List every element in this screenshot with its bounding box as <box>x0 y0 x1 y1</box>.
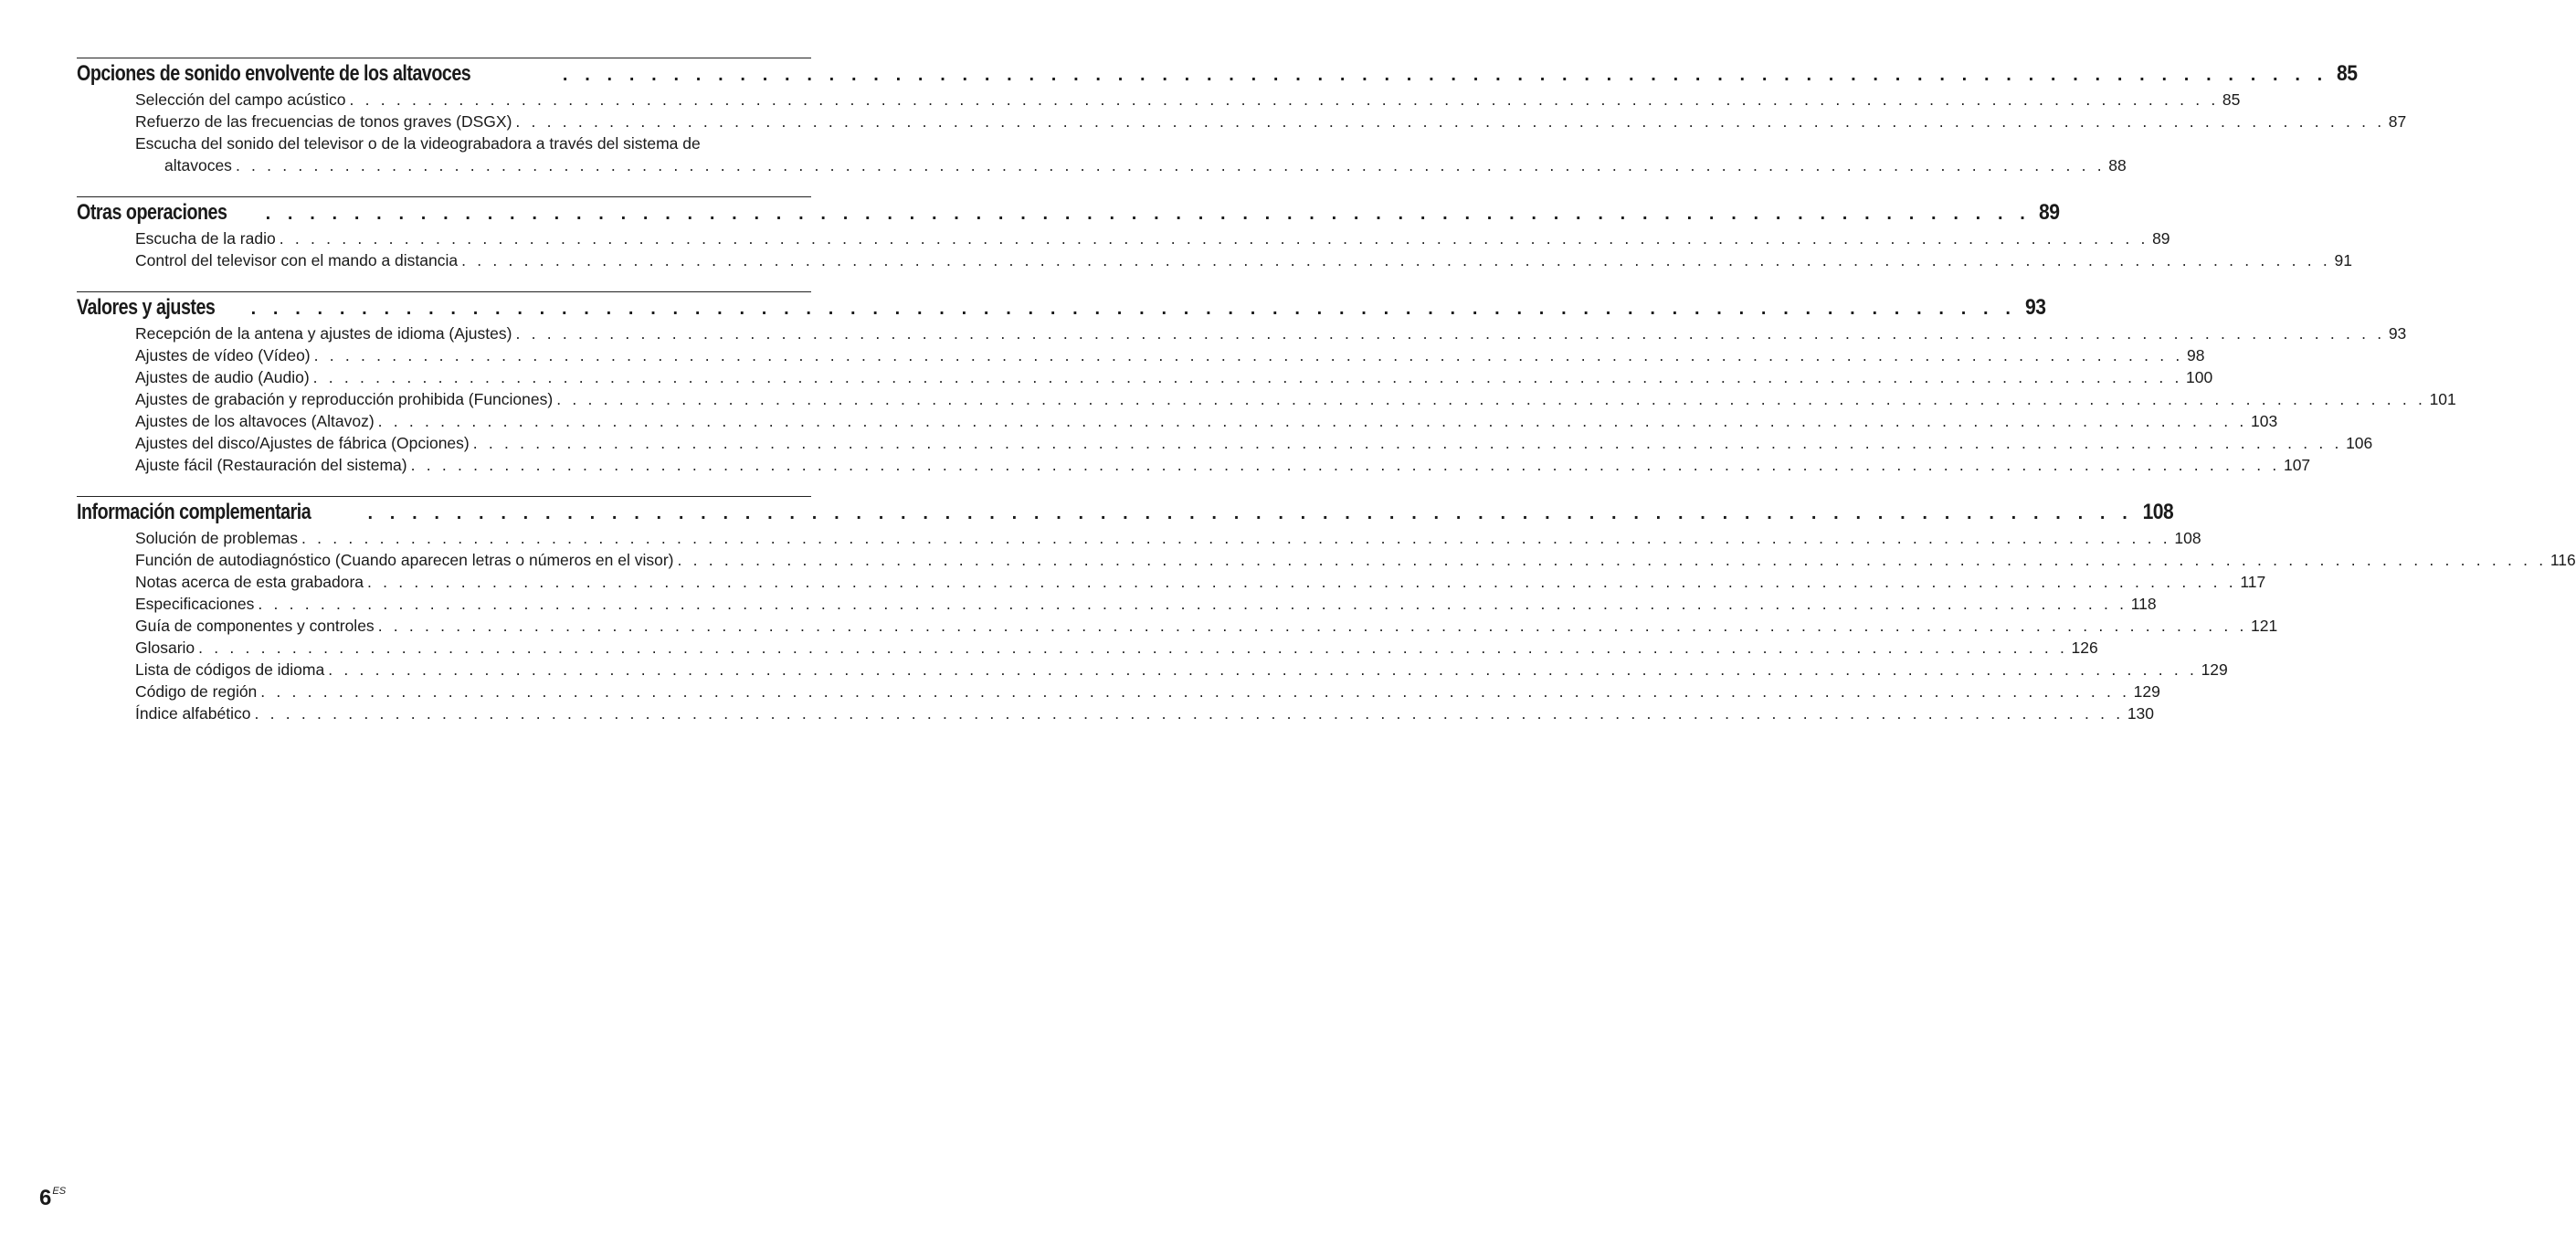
entry-label: Control del televisor con el mando a distancia <box>135 251 459 269</box>
toc-entry[interactable] <box>135 681 2160 702</box>
entry-label: Refuerzo de las frecuencias de tonos graves (DSGX) <box>135 112 512 131</box>
toc-entry[interactable] <box>135 227 2170 249</box>
toc-entry[interactable] <box>135 702 2155 724</box>
section-title: Otras operaciones <box>77 200 227 225</box>
entry-page-number: 116 <box>2550 551 2576 569</box>
toc-entry[interactable] <box>135 366 2213 388</box>
section-page-number: 89 <box>2039 200 2060 225</box>
dot-leader: . . . . . . . . . . . . . . . . . . . . . . . . . . . . . . . . . . . . . . . . . . . . . . . . . . . . . . . . . . . . . . . . . . . . . . . . . . . . . . . . <box>250 299 2017 319</box>
dot-leader: . . . . . . . . . . . . . . . . . . . . . . . . . . . . . . . . . . . . . . . . . . . . . . . . . . . . . . . . . . . . . . . . . . . . . . . . . . . . . . . . . . . . . . . . . . . . . . . . . . . . . . . . . . . . . . . . . . . . . . . . <box>260 682 2130 701</box>
entry-label: Glosario <box>135 639 195 657</box>
entry-label: Solución de problemas <box>135 529 299 547</box>
toc-entry[interactable] <box>135 615 2278 637</box>
entry-page-number: 98 <box>2186 346 2205 364</box>
dot-leader: . . . . . . . . . . . . . . . . . . . . . . . . . . . . . . . . . . . . . . . . . . . . . . . . . . . . . . . . . . . . . . . . . . . . . . . . . . . . . . . . <box>367 503 2134 523</box>
dot-leader: . . . . . . . . . . . . . . . . . . . . . . . . . . . . . . . . . . . . . . . . . . . . . . . . . . . . . . . . . . . . . . . . . . . . . . . . . . . . . . . . . . . . . . . . . . . . . . . . . . . . . . . . . . . . . . . . . . . . . . . . <box>235 156 2106 174</box>
entry-page-number: 88 <box>2108 156 2127 174</box>
toc-entry[interactable] <box>135 637 2098 659</box>
entry-label: Código de región <box>135 682 258 701</box>
section-heading[interactable] <box>77 292 2045 322</box>
entry-page-number: 106 <box>2346 434 2373 452</box>
toc-entry[interactable] <box>135 432 2373 454</box>
dot-leader: . . . . . . . . . . . . . . . . . . . . . . . . . . . . . . . . . . . . . . . . . . . . . . . . . . . . . . . . . . . . . . . . . . . . . . . . . . . . . . . . . . . . . . . . . . . . . . . . . . . . . . . . . . . . . . . . . . . . . . . . <box>279 229 2149 248</box>
section-title: Valores y ajustes <box>77 295 216 320</box>
entry-label: Ajuste fácil (Restauración del sistema) <box>135 456 407 474</box>
dot-leader: . . . . . . . . . . . . . . . . . . . . . . . . . . . . . . . . . . . . . . . . . . . . . . . . . . . . . . . . . . . . . . . . . . . . . . . . . . . . . . . . . . . . . . . . . . . . . . . . . . . . . . . . . . . . . . . . . . . . . . . . <box>377 617 2248 635</box>
section-title: Opciones de sonido envolvente de los altavoces <box>77 61 471 86</box>
page-number-value: 6 <box>39 1186 52 1210</box>
section-title: Información complementaria <box>77 500 311 524</box>
section-heading[interactable] <box>77 197 2060 227</box>
section-heading[interactable] <box>77 58 2358 89</box>
entry-label: Ajustes de vídeo (Vídeo) <box>135 346 311 364</box>
toc-entry[interactable] <box>135 89 2241 111</box>
dot-leader: . . . . . . . . . . . . . . . . . . . . . . . . . . . . . . . . . . . . . . . . . . . . . . . . . . . . . . . . . . . . . . . . . . . . . . . . . . . . . . . . . . . . . . . . . . . . . . . . . . . . . . . . . . . . . . . . . . . . . . . . <box>254 704 2124 723</box>
entry-list <box>77 322 2456 476</box>
entry-page-number: 100 <box>2186 368 2213 386</box>
toc-entry[interactable] <box>135 322 2407 344</box>
section-heading[interactable] <box>77 497 2174 527</box>
toc-section <box>77 58 2407 176</box>
dot-leader: . . . . . . . . . . . . . . . . . . . . . . . . . . . . . . . . . . . . . . . . . . . . . . . . . . . . . . . . . . . . . . . . . . . . . . . . . . . . . . . . . . . . . . . . . . . . . . . . . . . . . . . . . . . . . . . . . . . . . . . . <box>515 112 2385 131</box>
entry-page-number: 103 <box>2251 412 2278 430</box>
entry-page-number: 87 <box>2388 112 2407 131</box>
entry-label: Índice alfabético <box>135 704 251 723</box>
entry-page-number: 108 <box>2174 529 2201 547</box>
toc-entry[interactable] <box>135 111 2407 132</box>
dot-leader: . . . . . . . . . . . . . . . . . . . . . . . . . . . . . . . . . . . . . . . . . . . . . . . . . . . . . . . . . . . . . . . . . . . . . . . . . . . . . . . . . . . . . . . . . . . . . . . . . . . . . . . . . . . . . . . . . . . . . . . . <box>515 324 2385 343</box>
entry-label: Ajustes de los altavoces (Altavoz) <box>135 412 375 430</box>
entry-page-number: 101 <box>2429 390 2456 408</box>
entry-page-number: 129 <box>2133 682 2160 701</box>
dot-leader: . . . . . . . . . . . . . . . . . . . . . . . . . . . . . . . . . . . . . . . . . . . . . . . . . . . . . . . . . . . . . . . . . . . . . . . . . . . . . . . . <box>562 65 2328 85</box>
toc-entry[interactable] <box>135 410 2278 432</box>
toc-entry[interactable] <box>135 344 2205 366</box>
dot-leader: . . . . . . . . . . . . . . . . . . . . . . . . . . . . . . . . . . . . . . . . . . . . . . . . . . . . . . . . . . . . . . . . . . . . . . . . . . . . . . . . . . . . . . . . . . . . . . . . . . . . . . . . . . . . . . . . . . . . . . . . <box>377 412 2247 430</box>
toc-entry[interactable] <box>135 593 2157 615</box>
entry-label: Notas acerca de esta grabadora <box>135 573 364 591</box>
page-number <box>39 1186 66 1211</box>
toc-entry[interactable] <box>135 454 2311 476</box>
entry-label: Recepción de la antena y ajustes de idioma (Ajustes) <box>135 324 512 343</box>
dot-leader: . . . . . . . . . . . . . . . . . . . . . . . . . . . . . . . . . . . . . . . . . . . . . . . . . . . . . . . . . . . . . . . . . . . . . . . . . . . . . . . . <box>265 204 2032 224</box>
toc-section <box>77 196 2352 271</box>
entry-page-number: 93 <box>2388 324 2407 343</box>
toc-entry[interactable] <box>135 659 2228 681</box>
dot-leader: . . . . . . . . . . . . . . . . . . . . . . . . . . . . . . . . . . . . . . . . . . . . . . . . . . . . . . . . . . . . . . . . . . . . . . . . . . . . . . . . . . . . . . . . . . . . . . . . . . . . . . . . . . . . . . . . . . . . . . . . <box>301 529 2171 547</box>
entry-label: Ajustes de audio (Audio) <box>135 368 310 386</box>
section-page-number: 85 <box>2336 61 2358 86</box>
dot-leader: . . . . . . . . . . . . . . . . . . . . . . . . . . . . . . . . . . . . . . . . . . . . . . . . . . . . . . . . . . . . . . . . . . . . . . . . . . . . . . . . . . . . . . . . . . . . . . . . . . . . . . . . . . . . . . . . . . . . . . . . <box>349 90 2219 109</box>
toc-entry[interactable] <box>135 549 2576 571</box>
entry-label: Ajustes del disco/Ajustes de fábrica (Opciones) <box>135 434 470 452</box>
dot-leader: . . . . . . . . . . . . . . . . . . . . . . . . . . . . . . . . . . . . . . . . . . . . . . . . . . . . . . . . . . . . . . . . . . . . . . . . . . . . . . . . . . . . . . . . . . . . . . . . . . . . . . . . . . . . . . . . . . . . . . . . <box>312 368 2183 386</box>
dot-leader: . . . . . . . . . . . . . . . . . . . . . . . . . . . . . . . . . . . . . . . . . . . . . . . . . . . . . . . . . . . . . . . . . . . . . . . . . . . . . . . . . . . . . . . . . . . . . . . . . . . . . . . . . . . . . . . . . . . . . . . . <box>556 390 2426 408</box>
entry-list <box>77 527 2576 724</box>
toc-entry[interactable] <box>135 388 2456 410</box>
entry-label-line1: Escucha del sonido del televisor o de la videograbadora a través del sistema de <box>135 134 701 153</box>
toc-entry[interactable] <box>135 249 2352 271</box>
entry-page-number: 130 <box>2127 704 2155 723</box>
entry-page-number: 121 <box>2251 617 2278 635</box>
entry-page-number: 85 <box>2222 90 2241 109</box>
entry-label: Selección del campo acústico <box>135 90 346 109</box>
dot-leader: . . . . . . . . . . . . . . . . . . . . . . . . . . . . . . . . . . . . . . . . . . . . . . . . . . . . . . . . . . . . . . . . . . . . . . . . . . . . . . . . . . . . . . . . . . . . . . . . . . . . . . . . . . . . . . . . . . . . . . . . <box>328 660 2198 679</box>
section-page-number: 108 <box>2142 500 2174 524</box>
entry-page-number: 126 <box>2071 639 2098 657</box>
dot-leader: . . . . . . . . . . . . . . . . . . . . . . . . . . . . . . . . . . . . . . . . . . . . . . . . . . . . . . . . . . . . . . . . . . . . . . . . . . . . . . . . . . . . . . . . . . . . . . . . . . . . . . . . . . . . . . . . . . . . . . . . <box>258 595 2127 613</box>
table-of-contents <box>77 58 2576 744</box>
entry-page-number: 118 <box>2130 595 2157 613</box>
language-suffix: ES <box>52 1186 67 1197</box>
entry-list <box>77 89 2407 176</box>
dot-leader: . . . . . . . . . . . . . . . . . . . . . . . . . . . . . . . . . . . . . . . . . . . . . . . . . . . . . . . . . . . . . . . . . . . . . . . . . . . . . . . . . . . . . . . . . . . . . . . . . . . . . . . . . . . . . . . . . . . . . . . . <box>313 346 2183 364</box>
entry-label: Escucha de la radio <box>135 229 276 248</box>
entry-label: Lista de códigos de idioma <box>135 660 325 679</box>
dot-leader: . . . . . . . . . . . . . . . . . . . . . . . . . . . . . . . . . . . . . . . . . . . . . . . . . . . . . . . . . . . . . . . . . . . . . . . . . . . . . . . . . . . . . . . . . . . . . . . . . . . . . . . . . . . . . . . . . . . . . . . . <box>461 251 2331 269</box>
entry-label: Guía de componentes y controles <box>135 617 375 635</box>
entry-page-number: 91 <box>2334 251 2352 269</box>
toc-entry[interactable] <box>135 132 2127 176</box>
dot-leader: . . . . . . . . . . . . . . . . . . . . . . . . . . . . . . . . . . . . . . . . . . . . . . . . . . . . . . . . . . . . . . . . . . . . . . . . . . . . . . . . . . . . . . . . . . . . . . . . . . . . . . . . . . . . . . . . . . . . . . . . <box>367 573 2237 591</box>
toc-entry[interactable] <box>135 571 2266 593</box>
entry-page-number: 117 <box>2240 573 2266 591</box>
dot-leader: . . . . . . . . . . . . . . . . . . . . . . . . . . . . . . . . . . . . . . . . . . . . . . . . . . . . . . . . . . . . . . . . . . . . . . . . . . . . . . . . . . . . . . . . . . . . . . . . . . . . . . . . . . . . . . . . . . . . . . . . <box>472 434 2343 452</box>
entry-list <box>77 227 2352 271</box>
toc-entry[interactable] <box>135 527 2201 549</box>
entry-page-number: 107 <box>2283 456 2311 474</box>
entry-label: altavoces <box>164 156 232 174</box>
entry-label: Especificaciones <box>135 595 255 613</box>
entry-page-number: 89 <box>2152 229 2170 248</box>
toc-section <box>77 496 2576 724</box>
section-page-number: 93 <box>2024 295 2045 320</box>
entry-page-number: 129 <box>2201 660 2228 679</box>
dot-leader: . . . . . . . . . . . . . . . . . . . . . . . . . . . . . . . . . . . . . . . . . . . . . . . . . . . . . . . . . . . . . . . . . . . . . . . . . . . . . . . . . . . . . . . . . . . . . . . . . . . . . . . . . . . . . . . . . . . . . . . . <box>410 456 2280 474</box>
toc-section <box>77 291 2456 476</box>
dot-leader: . . . . . . . . . . . . . . . . . . . . . . . . . . . . . . . . . . . . . . . . . . . . . . . . . . . . . . . . . . . . . . . . . . . . . . . . . . . . . . . . . . . . . . . . . . . . . . . . . . . . . . . . . . . . . . . . . . . . . . . . <box>677 551 2547 569</box>
dot-leader: . . . . . . . . . . . . . . . . . . . . . . . . . . . . . . . . . . . . . . . . . . . . . . . . . . . . . . . . . . . . . . . . . . . . . . . . . . . . . . . . . . . . . . . . . . . . . . . . . . . . . . . . . . . . . . . . . . . . . . . . <box>198 639 2068 657</box>
entry-label: Función de autodiagnóstico (Cuando aparecen letras o números en el visor) <box>135 551 674 569</box>
entry-label: Ajustes de grabación y reproducción prohibida (Funciones) <box>135 390 554 408</box>
entry-continuation <box>135 154 2127 176</box>
